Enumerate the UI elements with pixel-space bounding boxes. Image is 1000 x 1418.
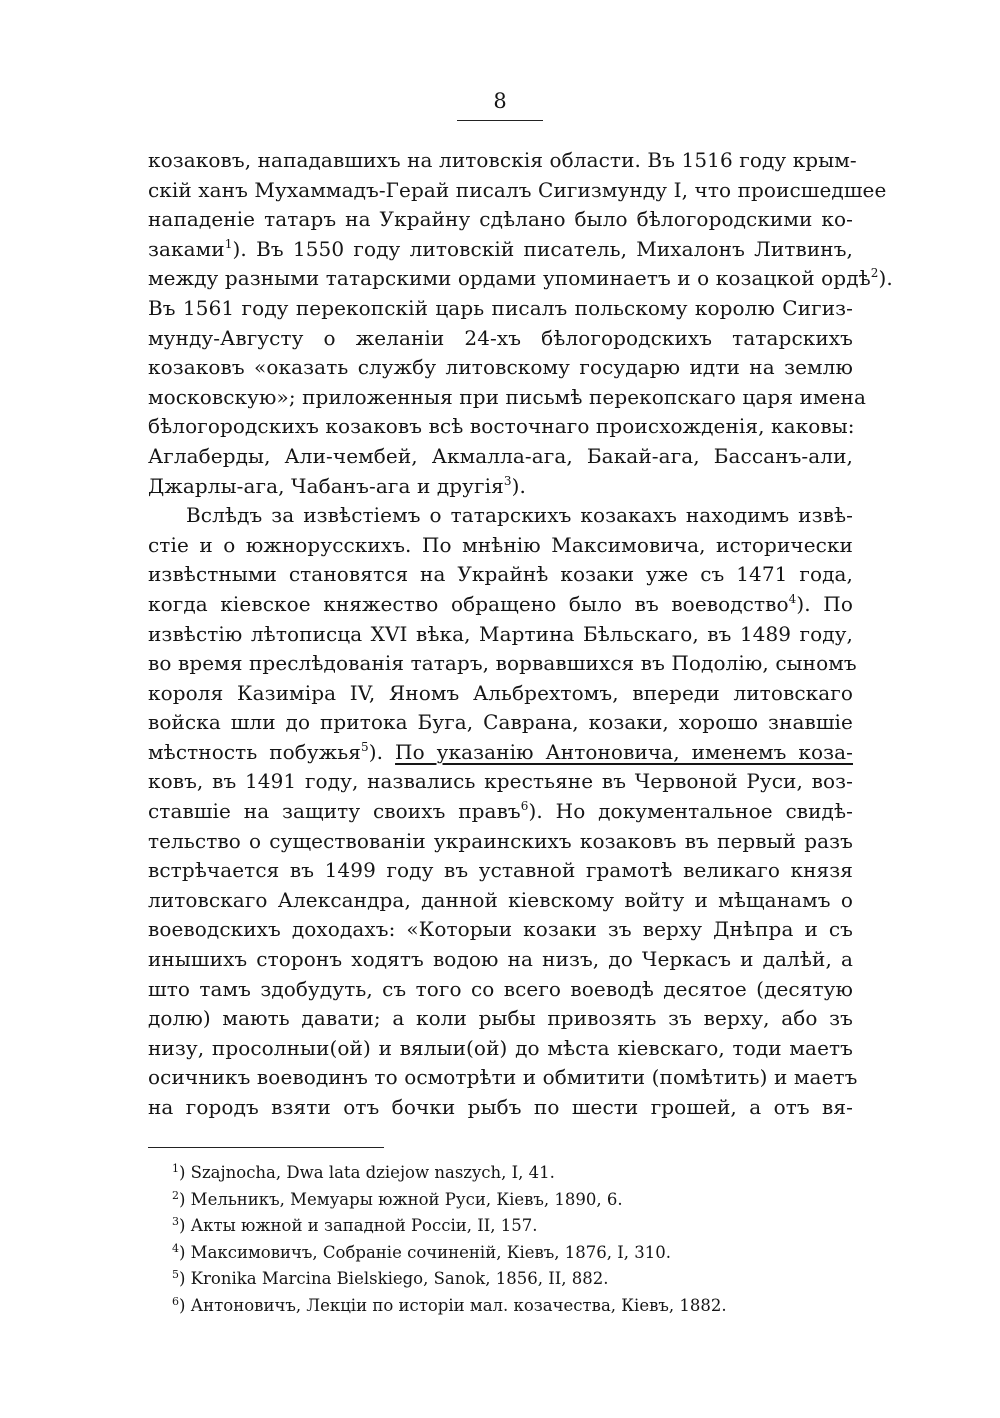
line-text: ковъ, въ 1491 году, назвались крестьяне въ Червоной Руси, воз- <box>148 769 853 794</box>
text-line <box>148 915 853 945</box>
footnote-separator <box>148 1147 384 1148</box>
footnote-number: 2 <box>172 1188 179 1202</box>
text-line <box>148 1093 853 1123</box>
line-text: войска шли до притока Буга, Саврана, козаки, хорошо знавшіе <box>148 710 853 735</box>
footnote-number: 6 <box>172 1294 179 1308</box>
text-line <box>148 472 853 502</box>
line-text-after: ). Но документальное свидѣ- <box>528 799 853 824</box>
line-text: Въ 1561 году перекопскій царь писалъ польскому королю Сигиз- <box>148 295 853 320</box>
text-line <box>148 235 853 265</box>
text-line <box>148 649 857 679</box>
footnote-number: 4 <box>172 1241 179 1255</box>
text-line <box>148 324 853 354</box>
page-number-rule <box>457 120 543 121</box>
footnote-text: ) Мельникъ, Мемуары южной Руси, Кіевъ, 1890, 6. <box>179 1189 623 1209</box>
page-number: 8 <box>493 89 507 113</box>
text-line <box>148 708 853 738</box>
text-line <box>148 205 853 235</box>
footnote-reference: 5 <box>361 739 369 754</box>
line-text: литовскаго Александра, данной кіевскому войту и мѣщанамъ о <box>148 887 853 912</box>
line-text: бѣлогородскихъ козаковъ всѣ восточнаго происхожденія, каковы: <box>148 414 855 439</box>
line-text: во время преслѣдованія татаръ, ворвавшихся въ Подолію, сыномъ <box>148 651 857 676</box>
footnote <box>172 1187 872 1214</box>
line-text: осичникъ воеводинъ то осмотрѣти и обмитити (помѣтить) и маетъ <box>148 1065 858 1090</box>
line-text: козаковъ «оказать службу литовскому государю идти на землю <box>148 355 853 380</box>
line-text: ставшіе на защиту своихъ правъ <box>148 799 521 824</box>
text-line <box>148 1034 853 1064</box>
footnote-text: ) Kronika Marcina Bielskiego, Sanok, 1856, II, 882. <box>179 1269 609 1289</box>
text-line <box>148 560 853 590</box>
text-line <box>148 531 853 561</box>
line-text: што тамъ здобудуть, съ того со всего воеводѣ десятое (десятую <box>148 976 853 1001</box>
footnote <box>172 1266 872 1293</box>
text-line <box>148 412 853 442</box>
line-text-after: ). По <box>796 591 853 616</box>
line-text-after: ). <box>511 473 526 498</box>
line-text: нападеніе татаръ на Украйну сдѣлано было бѣлогородскими ко- <box>148 207 853 232</box>
line-text: воеводскихъ доходахъ: «Которыи козаки зъ верху Днѣпра и съ <box>148 917 853 942</box>
text-line <box>148 886 853 916</box>
line-text: заками <box>148 236 225 261</box>
footnote-number: 5 <box>172 1268 179 1282</box>
text-line <box>148 294 853 324</box>
footnote <box>172 1240 872 1267</box>
text-line <box>148 738 853 768</box>
footnote-text: ) Максимовичъ, Собраніе сочиненій, Кіевъ, 1876, I, 310. <box>179 1242 672 1262</box>
text-line <box>148 679 853 709</box>
line-text-after: ). <box>878 266 893 291</box>
line-text: низу, просолныи(ой) и вялыи(ой) до мѣста кіевскаго, тоди маетъ <box>148 1035 853 1060</box>
text-line <box>148 945 853 975</box>
text-line <box>148 856 853 886</box>
text-line <box>148 1004 853 1034</box>
line-text: козаковъ, нападавшихъ на литовскія области. Въ 1516 году крым- <box>148 148 857 172</box>
footnote-text: ) Акты южной и западной Россіи, II, 157. <box>179 1216 538 1236</box>
line-text: встрѣчается въ 1499 году въ уставной грамотѣ великаго князя <box>148 858 853 883</box>
line-text: стіе и о южнорусскихъ. По мнѣнію Максимовича, исторически <box>148 532 853 557</box>
text-line <box>148 797 853 827</box>
text-line <box>148 1063 858 1093</box>
line-text-after: ). <box>368 739 396 764</box>
line-text: долю) мають давати; а коли рыбы привозять зъ верху, або зъ <box>148 1006 853 1031</box>
text-line <box>148 383 866 413</box>
line-text: мунду-Августу о желаніи 24-хъ бѣлогородскихъ татарскихъ <box>148 325 853 350</box>
line-text: извѣстными становятся на Украйнѣ козаки уже съ 1471 года, <box>148 562 853 587</box>
underlined-passage: По указанію Антоновича, именемъ коза- <box>395 739 853 764</box>
text-line <box>148 767 853 797</box>
text-line <box>148 501 853 531</box>
footnote-reference: 3 <box>503 473 512 488</box>
line-text: инышихъ сторонъ ходятъ водою на низъ, до Черкасъ и далѣй, а <box>148 947 853 972</box>
line-text-after: ). Въ 1550 году литовскій писатель, Михалонъ Литвинъ, <box>232 236 853 261</box>
line-text: между разными татарскими ордами упоминаетъ и о козацкой ордѣ <box>148 266 871 291</box>
footnote-number: 1 <box>172 1162 179 1175</box>
text-line <box>148 176 887 206</box>
footnote <box>172 1213 872 1240</box>
line-text: Джарлы-ага, Чабанъ-ага и другія <box>148 473 504 498</box>
line-text: на городъ взяти отъ бочки рыбъ по шести грошей, а отъ вя- <box>148 1095 853 1119</box>
footnote <box>172 1293 872 1320</box>
text-line <box>148 620 853 650</box>
line-text: скій ханъ Мухаммадъ-Герай писалъ Сигизмунду I, что происшедшее <box>148 177 887 202</box>
footnote-reference: 1 <box>224 236 233 251</box>
body-text <box>148 146 893 1123</box>
footnote-reference: 4 <box>788 591 797 606</box>
text-line <box>148 590 853 620</box>
footnotes <box>172 1160 872 1320</box>
footnote-number: 3 <box>172 1215 179 1229</box>
line-text: мѣстность побужья <box>148 739 362 764</box>
line-text: когда кіевское княжество обращено было въ воеводство <box>148 591 789 616</box>
text-line <box>148 264 893 294</box>
line-text: московскую»; приложенныя при письмѣ перекопскаго царя имена <box>148 384 866 409</box>
line-text: тельство о существованіи украинскихъ козаковъ въ первый разъ <box>148 828 853 853</box>
line-text: Вслѣдъ за извѣстіемъ о татарскихъ козакахъ находимъ извѣ- <box>186 503 853 528</box>
text-line <box>148 975 853 1005</box>
text-line <box>148 353 853 383</box>
footnote-reference: 6 <box>520 799 529 814</box>
footnote <box>172 1160 872 1187</box>
footnote-text: ) Антоновичъ, Лекціи по исторіи мал. козачества, Кіевъ, 1882. <box>179 1295 727 1315</box>
text-line <box>148 146 857 176</box>
line-text: короля Казиміра IV, Яномъ Альбрехтомъ, впереди литовскаго <box>148 680 853 705</box>
text-line <box>148 442 853 472</box>
line-text: Аглаберды, Али-чембей, Акмалла-ага, Бакай-ага, Бассанъ-али, <box>148 443 853 468</box>
line-text: извѣстію лѣтописца XVI вѣка, Мартина Бѣльскаго, въ 1489 году, <box>148 621 853 646</box>
text-line <box>148 827 853 857</box>
footnote-text: ) Szajnocha, Dwa lata dziejow naszych, I, 41. <box>179 1163 555 1182</box>
footnote-reference: 2 <box>870 266 879 281</box>
